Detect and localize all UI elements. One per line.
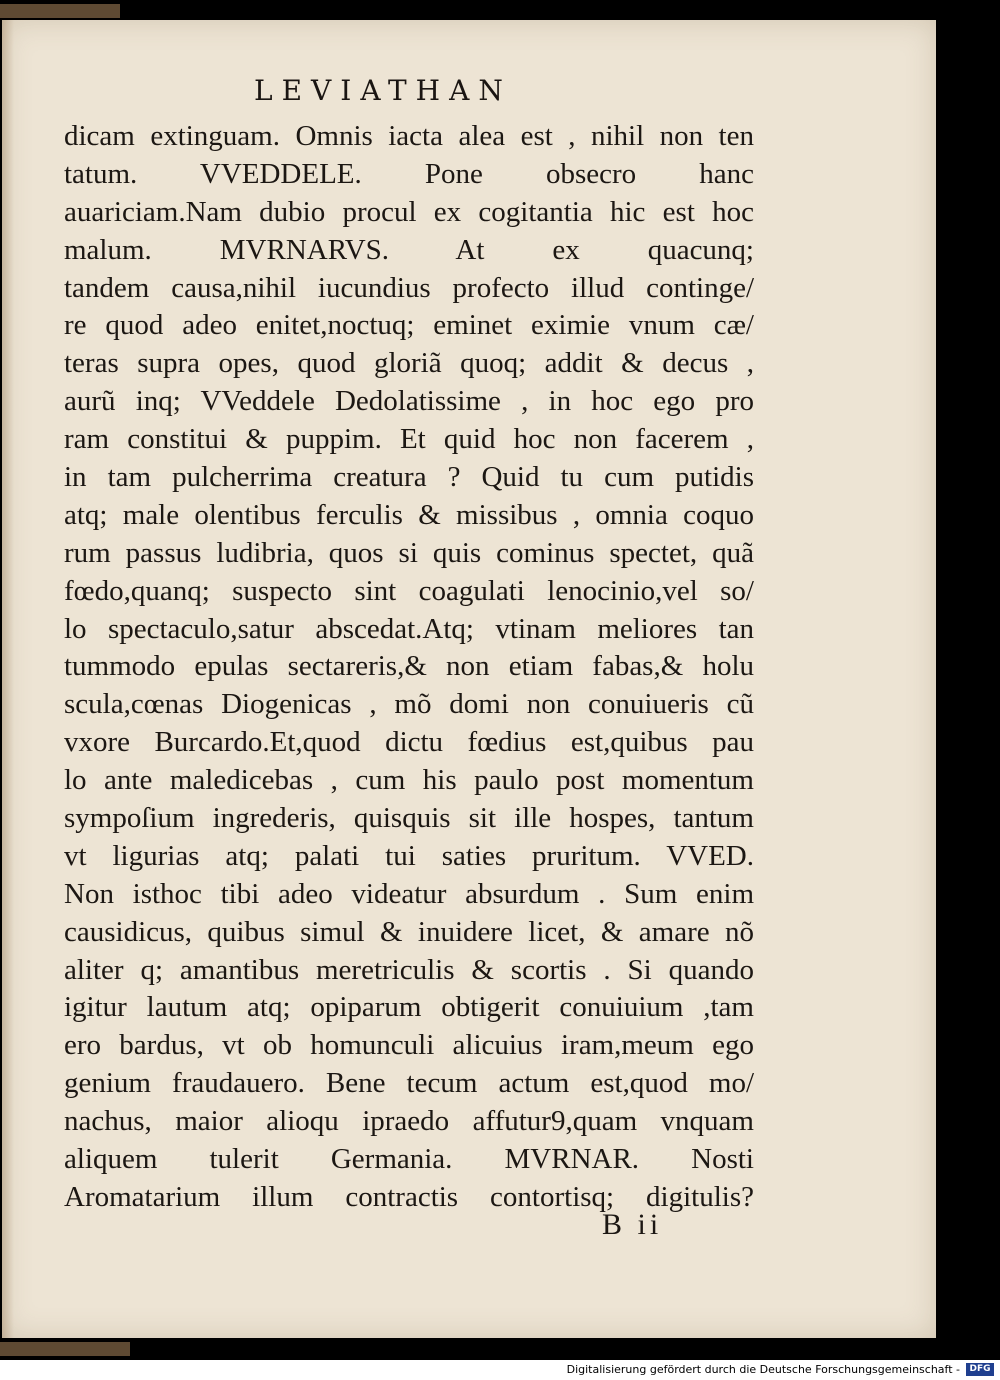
text-line: aliquem tulerit Germania. MVRNAR. Nosti	[64, 1143, 754, 1176]
text-line: Non isthoc tibi adeo videatur absurdum . Sum enim	[64, 877, 754, 910]
cover-edge-bottom	[0, 1342, 130, 1356]
text-line: teras supra opes, quod gloriã quoq; addit & decus ,	[64, 347, 754, 380]
dfg-logo-icon: DFG	[966, 1363, 994, 1376]
text-line: lo ante maledicebas , cum his paulo post momentum	[64, 764, 754, 797]
text-line: Aromatarium illum contractis contortisq; digitulis?	[64, 1180, 754, 1213]
text-line: dicam extinguam. Omnis iacta alea est , nihil non ten	[64, 120, 754, 152]
text-line: tandem causa,nihil iucundius profecto illud continge/	[64, 271, 754, 304]
text-line: vt ligurias atq; palati tui saties pruritum. VVED.	[64, 839, 754, 872]
cover-edge-top	[0, 4, 120, 18]
text-line: ero bardus, vt ob homunculi alicuius iram,meum ego	[64, 1029, 754, 1062]
footer-bar	[0, 1360, 1000, 1380]
book-page	[2, 20, 936, 1338]
text-line: aliter q; amantibus meretriculis & scortis . Si quando	[64, 953, 754, 986]
text-block	[64, 118, 754, 1217]
text-line: tatum. VVEDDELE. Pone obsecro hanc	[64, 157, 754, 190]
text-line: nachus, maior alioqu ipraedo affutur9,quam vnquam	[64, 1105, 754, 1138]
text-line: fœdo,quanq; suspecto sint coagulati lenocinio,vel so/	[64, 574, 754, 607]
text-line: causidicus, quibus simul & inuidere licet, & amare nõ	[64, 915, 754, 948]
text-line: in tam pulcherrima creatura ? Quid tu cum putidis	[64, 461, 754, 494]
running-head: LEVIATHAN	[254, 74, 512, 107]
text-line: igitur lautum atq; opiparum obtigerit conuiuium ,tam	[64, 991, 754, 1024]
text-line: genium fraudauero. Bene tecum actum est,quod mo/	[64, 1067, 754, 1100]
text-line: rum passus ludibria, quos si quis cominus spectet, quã	[64, 536, 754, 569]
text-line: sympoſium ingrederis, quisquis sit ille hospes, tantum	[64, 802, 754, 835]
text-line: ram constitui & puppim. Et quid hoc non facerem ,	[64, 423, 754, 456]
text-line: atq; male olentibus ferculis & missibus , omnia coquo	[64, 498, 754, 531]
text-line: scula,cœnas Diogenicas , mõ domi non conuiueris cũ	[64, 688, 754, 721]
text-line: auariciam.Nam dubio procul ex cogitantia hic est hoc	[64, 195, 754, 228]
text-line: lo spectaculo,satur abscedat.Atq; vtinam meliores tan	[64, 612, 754, 645]
text-line: re quod adeo enitet,noctuq; eminet eximie vnum cæ/	[64, 309, 754, 342]
text-line: aurũ inq; VVeddele Dedolatissime , in hoc ego pro	[64, 385, 754, 418]
text-line: vxore Burcardo.Et,quod dictu fœdius est,quibus pau	[64, 726, 754, 759]
text-line: tummodo epulas sectareris,& non etiam fabas,& holu	[64, 650, 754, 683]
funding-credit: Digitalisierung gefördert durch die Deutsche Forschungsgemeinschaft -	[566, 1363, 960, 1376]
signature-mark: B ii	[602, 1208, 663, 1241]
text-line: malum. MVRNARVS. At ex quacunq;	[64, 233, 754, 266]
